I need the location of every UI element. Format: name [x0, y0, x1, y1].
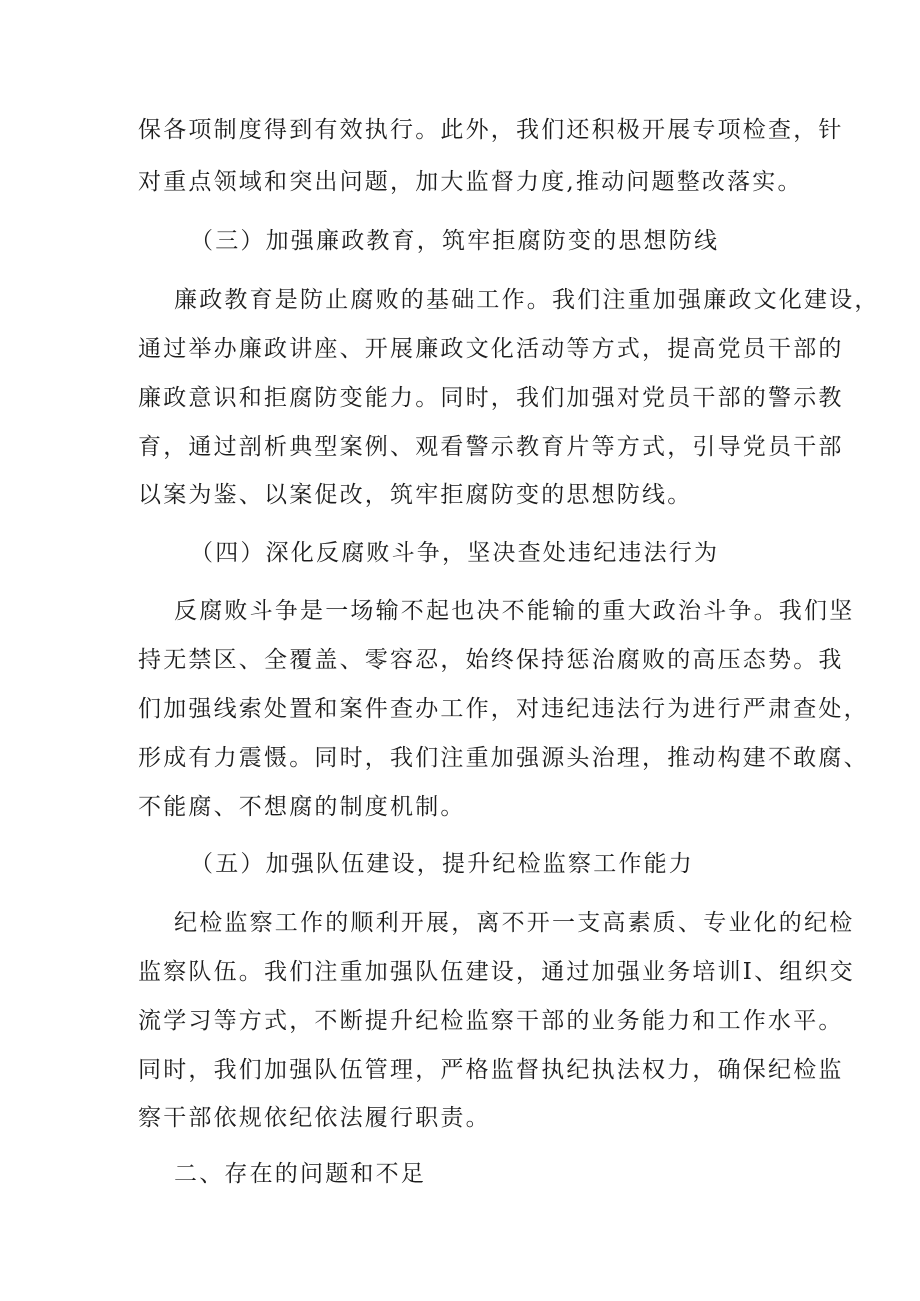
paragraph-line: 不能腐、不想腐的制度机制。 [138, 794, 466, 820]
paragraph-line: 保各项制度得到有效执行。此外，我们还积极开展专项检查，针 [138, 117, 844, 143]
paragraph-line: 持无禁区、全覆盖、零容忍，始终保持惩治腐败的高压态势。我 [138, 647, 844, 673]
paragraph-line: 流学习等方式，不断提升纪检监察干部的业务能力和工作水平。 [138, 1008, 844, 1034]
paragraph-line: 同时，我们加强队伍管理，严格监督执纪执法权力，确保纪检监 [138, 1057, 844, 1083]
paragraph-line: 纪检监察工作的顺利开展，离不开一支高素质、专业化的纪检 [174, 910, 855, 936]
section-heading-4: （四）深化反腐败斗争，坚决查处违纪违法行为 [190, 540, 720, 566]
section-heading-5: （五）加强队伍建设，提升纪检监察工作能力 [190, 851, 694, 877]
paragraph-line: 廉政教育是防止腐败的基础工作。我们注重加强廉政文化建设， [174, 287, 880, 313]
section-heading-3: （三）加强廉政教育，筑牢拒腐防变的思想防线 [190, 228, 720, 254]
paragraph-line: 育，通过剖析典型案例、观看警示教育片等方式，引导党员干部 [138, 434, 844, 460]
paragraph-line: 通过举办廉政讲座、开展廉政文化活动等方式，提高党员干部的 [138, 336, 844, 362]
paragraph-line: 廉政意识和拒腐防变能力。同时，我们加强对党员干部的警示教 [138, 385, 844, 411]
paragraph-line: 们加强线索处置和案件查办工作，对违纪违法行为进行严肃查处， [138, 696, 869, 722]
paragraph-line: 反腐败斗争是一场输不起也决不能输的重大政治斗争。我们坚 [174, 598, 855, 624]
paragraph-line: 监察队伍。我们注重加强队伍建设，通过加强业务培训I、组织交 [138, 959, 855, 985]
paragraph-line: 对重点领域和突出问题，加大监督力度,推动问题整改落实。 [138, 169, 803, 195]
paragraph-line: 形成有力震慑。同时，我们注重加强源头治理，推动构建不敢腐、 [138, 745, 869, 771]
paragraph-line: 察干部依规依纪依法履行职责。 [138, 1105, 491, 1131]
section-heading-2: 二、存在的问题和不足 [174, 1161, 426, 1187]
paragraph-line: 以案为鉴、以案促改，筑牢拒腐防变的思想防线。 [138, 482, 693, 508]
